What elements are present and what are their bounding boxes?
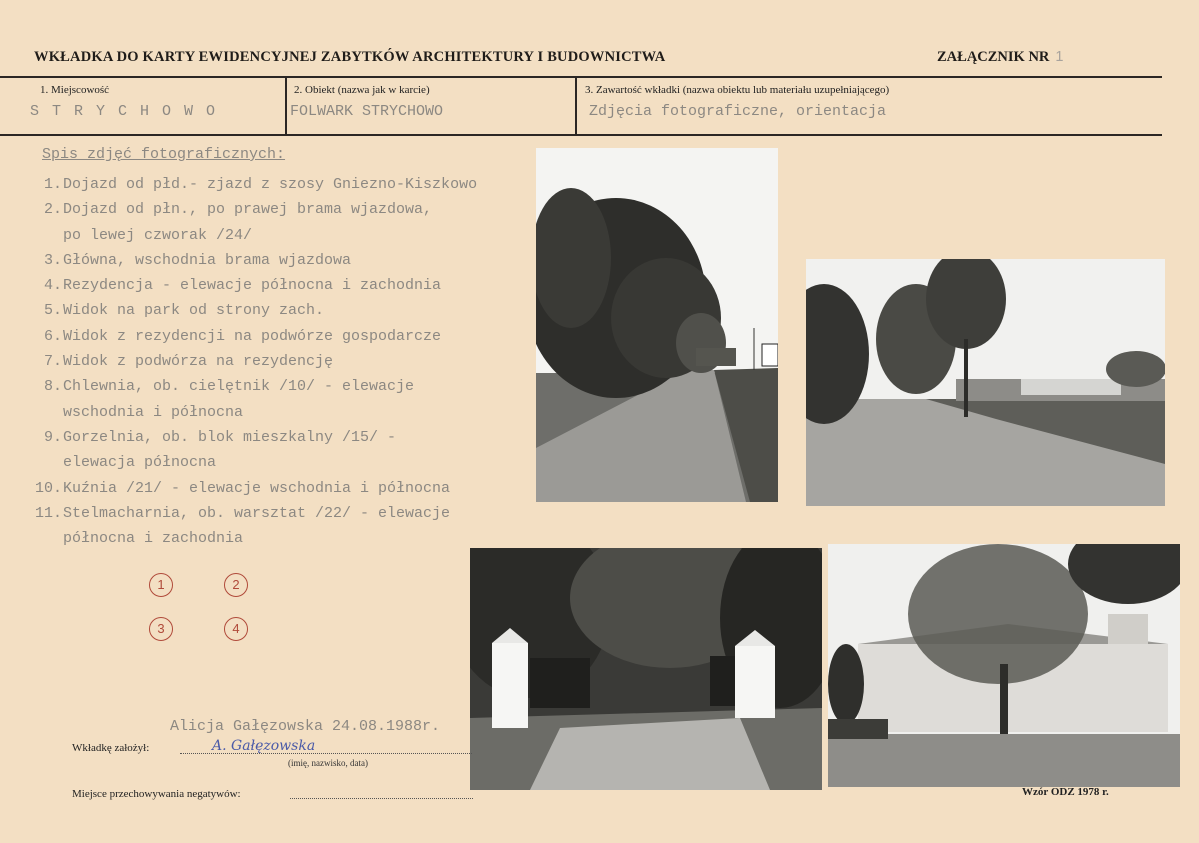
field-locality-label: 1. Miejscowość [40, 84, 110, 96]
photo-list-item-number: 10. [34, 479, 62, 497]
photo-list-item-text: Główna, wschodnia brama wjazdowa [63, 251, 352, 269]
photo-list-item-number: 9. [43, 428, 62, 446]
photo-list-item-number: 7. [43, 353, 62, 371]
photo-list-item-number: 8. [43, 378, 62, 396]
photo-2-farm-road [806, 259, 1165, 506]
orientation-marker-2: 2 [224, 573, 248, 597]
photo-list-item-text: Widok z rezydencji na podwórze gospodarcze [63, 327, 442, 345]
photo-list-item-text: Widok na park od strony zach. [63, 302, 325, 320]
field-content-value: Zdjęcia fotograficzne, orientacja [589, 103, 887, 120]
photo-list-item [22, 172, 477, 197]
field-locality-value: S T R Y C H O W O [30, 103, 218, 120]
photo-list-item-text: Dojazd od płd.- zjazd z szosy Gniezno-Kiszkowo [63, 176, 478, 193]
photo-list-item-continuation: wschodnia i północna [63, 403, 244, 421]
photo-list-item-text: Dojazd od płn., po prawej brama wjazdowa, [63, 201, 433, 219]
photo-list-item [22, 197, 477, 222]
photo-list-item-number: 3. [43, 251, 62, 269]
field-divider-2 [575, 78, 577, 134]
attachment-label-text: ZAŁĄCZNIK NR [937, 49, 1050, 65]
photo-list-item [22, 374, 477, 399]
negatives-storage-line [290, 798, 473, 799]
photo-list-item [22, 476, 477, 501]
field-object-label: 2. Obiekt (nazwa jak w karcie) [294, 84, 430, 96]
photo-list-item [22, 298, 477, 323]
photo-list-item-text: Stelmacharnia, ob. warsztat /22/ - elewacje [63, 504, 451, 522]
photo-list-item-continuation: północna i zachodnia [63, 530, 244, 548]
photo-list-item [22, 223, 477, 248]
photo-list-item-text: Rezydencja - elewacje północna i zachodnia [63, 277, 442, 295]
header-rule-top [0, 76, 1162, 78]
orientation-marker-4: 4 [224, 617, 248, 641]
photo-list-item-number: 4. [43, 277, 62, 295]
photo-4-residence [828, 544, 1180, 787]
created-by-label: Wkładkę założył: [72, 742, 150, 754]
photo-list-item-number: 1. [43, 176, 62, 193]
photo-list-item [22, 248, 477, 273]
author-typed: Alicja Gałęzowska 24.08.1988r. [170, 718, 441, 735]
photo-list-item [22, 324, 477, 349]
field-content-label: 3. Zawartość wkładki (nazwa obiektu lub materiału uzupełniającego) [585, 84, 890, 96]
photo-list-item-continuation: elewacja północna [63, 454, 217, 472]
photo-list-title: Spis zdjęć fotograficznych: [42, 146, 286, 163]
attachment-number: 1 [1055, 49, 1064, 65]
photo-1-road [536, 148, 778, 502]
photo-list-item-number: 11. [34, 504, 62, 522]
photo-list-item [22, 349, 477, 374]
photo-list-item [22, 450, 477, 475]
photo-list-item [22, 425, 477, 450]
photo-list-item [22, 526, 477, 551]
photo-list-item-text: Widok z podwórza na rezydencję [63, 353, 334, 371]
photo-list-item [22, 400, 477, 425]
photo-list [22, 172, 477, 551]
orientation-marker-1: 1 [149, 573, 173, 597]
negatives-storage-label: Miejsce przechowywania negatywów: [72, 788, 241, 800]
field-object-value: FOLWARK STRYCHOWO [290, 103, 444, 120]
header-rule-bottom [0, 134, 1162, 136]
form-reference: Wzór ODZ 1978 r. [1022, 786, 1109, 798]
created-by-hint: (imię, nazwisko, data) [288, 758, 368, 768]
photo-list-item [22, 501, 477, 526]
photo-list-item-text: Gorzelnia, ob. blok mieszkalny /15/ - [63, 428, 397, 446]
photo-list-item-number: 5. [43, 302, 62, 320]
photo-list-item [22, 273, 477, 298]
card-title: WKŁADKA DO KARTY EWIDENCYJNEJ ZABYTKÓW ARCHITEKTURY I BUDOWNICTWA [34, 49, 666, 65]
orientation-marker-3: 3 [149, 617, 173, 641]
photo-list-item-continuation: po lewej czworak /24/ [63, 226, 253, 244]
photo-list-item-text: Kuźnia /21/ - elewacje wschodnia i północna [63, 479, 451, 497]
photo-list-item-number: 6. [43, 327, 62, 345]
signature: A. Gałęzowska [212, 738, 316, 754]
photo-list-item-number: 2. [43, 201, 62, 219]
photo-list-item-text: Chlewnia, ob. cielętnik /10/ - elewacje [63, 378, 415, 396]
attachment-label [937, 49, 1063, 66]
photo-3-gate [470, 548, 822, 790]
field-divider-1 [285, 78, 287, 134]
